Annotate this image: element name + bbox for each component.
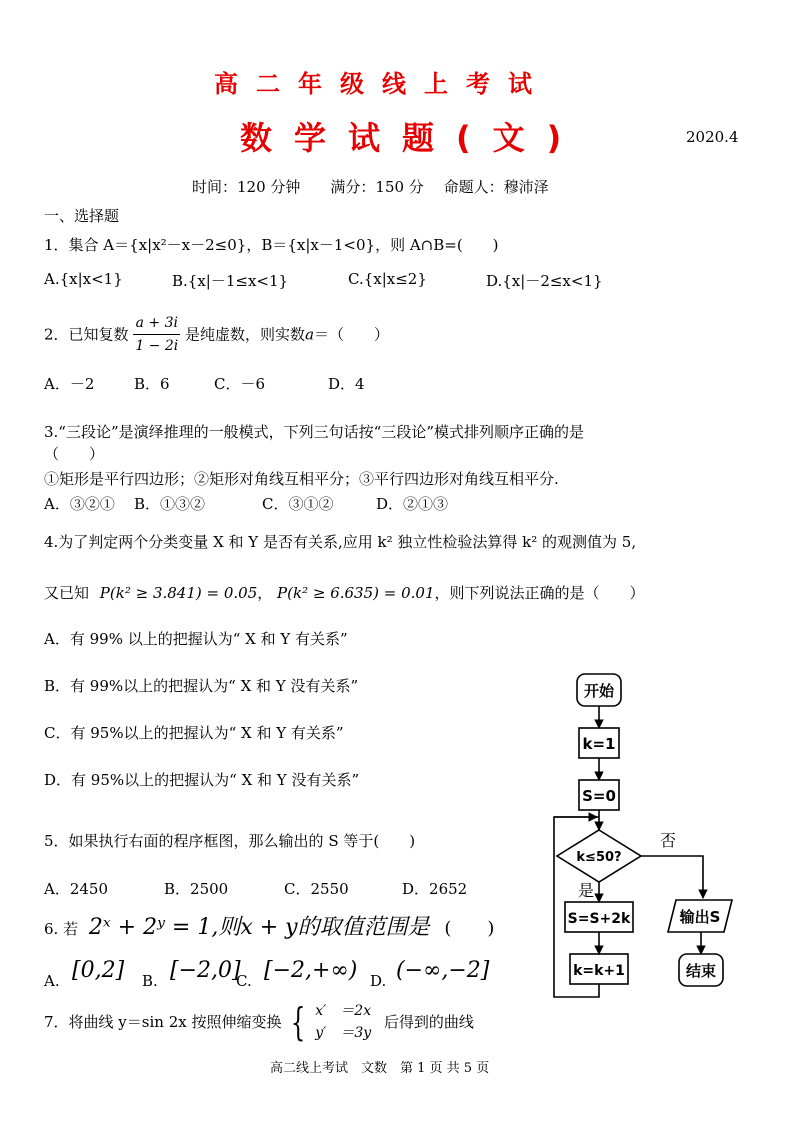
question-1-option-c: C.{x|x≤2} xyxy=(348,270,427,288)
question-6-expression: 2ˣ + 2ʸ = 1,则x + y的取值范围是 xyxy=(88,915,430,940)
fraction-denominator: 1 − 2i xyxy=(135,338,179,354)
exam-date: 2020.4 xyxy=(686,128,739,146)
question-7-stem xyxy=(44,1000,474,1044)
transformation-x: x′ ＝2x xyxy=(315,1003,372,1019)
system-brace: { xyxy=(291,1000,306,1044)
question-5-option-a: A．2450 xyxy=(44,880,109,898)
question-2-stem xyxy=(44,312,389,357)
question-2-middle: 是纯虚数，则实数 xyxy=(185,325,306,344)
variable-a: a xyxy=(305,325,315,344)
question-1-option-b: B.{x|－1≤x<1} xyxy=(172,272,289,290)
question-4-comma: ， xyxy=(257,584,273,602)
question-5-option-c: C．2550 xyxy=(284,880,349,898)
flowchart-init-s-label: S=0 xyxy=(582,787,616,805)
question-4-option-b: B．有 99%以上的把握认为“ X 和 Y 没有关系” xyxy=(44,677,359,695)
question-6-option-d-label: D. xyxy=(370,972,387,990)
flowchart-yes-label: 是 xyxy=(578,881,595,900)
question-3-option-c: C．③①② xyxy=(262,495,334,513)
question-3-option-d: D．②①③ xyxy=(376,495,449,513)
question-7-prefix: 7．将曲线 y＝sin 2x 按照伸缩变换 xyxy=(44,1013,282,1031)
question-6-option-d: (−∞,−2] xyxy=(396,958,490,983)
question-5-option-b: B．2500 xyxy=(164,880,229,898)
flowchart-init-k-label: k=1 xyxy=(582,735,616,753)
flowchart-condition-label: k≤50? xyxy=(576,850,622,865)
page-footer: 高二线上考试 文数 第 1 页 共 5 页 xyxy=(270,1061,490,1076)
transformation-system xyxy=(315,1000,371,1044)
question-4-option-c: C．有 95%以上的把握认为“ X 和 Y 有关系” xyxy=(44,724,344,742)
flowchart-start-label: 开始 xyxy=(583,682,615,700)
question-4-option-a: A．有 99% 以上的把握认为“ X 和 Y 有关系” xyxy=(44,630,348,648)
question-6-option-b-label: B. xyxy=(142,972,158,990)
question-3-option-a: A．③②① xyxy=(44,495,115,513)
flowchart-update-s-label: S=S+2k xyxy=(567,911,631,927)
subject-title: 数学试题(文) xyxy=(240,119,584,157)
question-4-prefix: 又已知 xyxy=(44,584,90,602)
question-7-suffix: 后得到的曲线 xyxy=(383,1013,474,1031)
question-2-option-a: A．－2 xyxy=(44,375,95,393)
question-6-option-c-label: C. xyxy=(236,972,252,990)
flowchart-output-label: 输出S xyxy=(679,908,721,926)
exam-meta: 时间：120 分钟 满分：150 分 命题人：穆沛泽 xyxy=(192,178,549,196)
flowchart-update-k-label: k=k+1 xyxy=(573,963,625,979)
question-3-paren: （ ） xyxy=(44,445,105,463)
question-6-option-a-label: A. xyxy=(44,972,60,990)
question-6-option-a: [0,2] xyxy=(72,958,125,983)
flowchart-no-label: 否 xyxy=(660,831,677,850)
question-3-option-b: B．①③② xyxy=(134,495,206,513)
complex-fraction xyxy=(133,312,180,357)
question-6-option-b: [−2,0] xyxy=(170,958,241,983)
question-3-statements: ①矩形是平行四边形；②矩形对角线互相平分；③平行四边形对角线互相平分. xyxy=(44,470,559,488)
question-5-stem: 5．如果执行右面的程序框图，那么输出的 S 等于( ) xyxy=(44,832,416,850)
probability-condition-1: P(k² ≥ 3.841) = 0.05 xyxy=(99,584,258,602)
question-4-condition xyxy=(44,582,645,603)
question-1-stem: 1．集合 A＝{x|x²－x－2≤0}，B＝{x|x－1<0}，则 A∩B=( ) xyxy=(44,236,499,254)
transformation-y: y′ ＝3y xyxy=(315,1025,372,1041)
question-4-suffix: ，则下列说法正确的是（ ） xyxy=(434,584,645,602)
probability-condition-2: P(k² ≥ 6.635) = 0.01 xyxy=(277,584,435,602)
fraction-numerator: a + 3i xyxy=(133,312,180,335)
question-6-prefix: 6. 若 xyxy=(44,920,79,938)
question-2-option-d: D．4 xyxy=(328,375,365,393)
question-2-option-c: C．－6 xyxy=(214,375,266,393)
flowchart-no-branch-line xyxy=(641,856,703,898)
question-6-paren: ( ) xyxy=(444,918,495,939)
exam-title: 高二年级线上考试 xyxy=(214,70,550,98)
question-3-stem: 3.“三段论”是演绎推理的一般模式，下列三句话按“三段论”模式排列顺序正确的是 xyxy=(44,423,584,441)
question-2-prefix: 2．已知复数 xyxy=(44,325,129,344)
question-6-option-c: [−2,+∞) xyxy=(264,958,358,983)
question-5-option-d: D．2652 xyxy=(402,880,468,898)
question-4-option-d: D．有 95%以上的把握认为“ X 和 Y 没有关系” xyxy=(44,771,360,789)
question-2-suffix: ＝（ ） xyxy=(314,325,390,344)
question-6-stem xyxy=(44,915,494,942)
question-1-option-d: D.{x|－2≤x<1} xyxy=(486,272,603,290)
question-4-stem: 4.为了判定两个分类变量 X 和 Y 是否有关系,应用 k² 独立性检验法算得 k² 的观测值为 5, xyxy=(44,533,637,551)
question-2-option-b: B．6 xyxy=(134,375,170,393)
section-heading: 一、选择题 xyxy=(44,207,120,225)
flowchart-end-label: 结束 xyxy=(685,962,717,980)
flowchart xyxy=(540,660,740,1005)
question-1-option-a: A.{x|x<1} xyxy=(44,270,123,288)
